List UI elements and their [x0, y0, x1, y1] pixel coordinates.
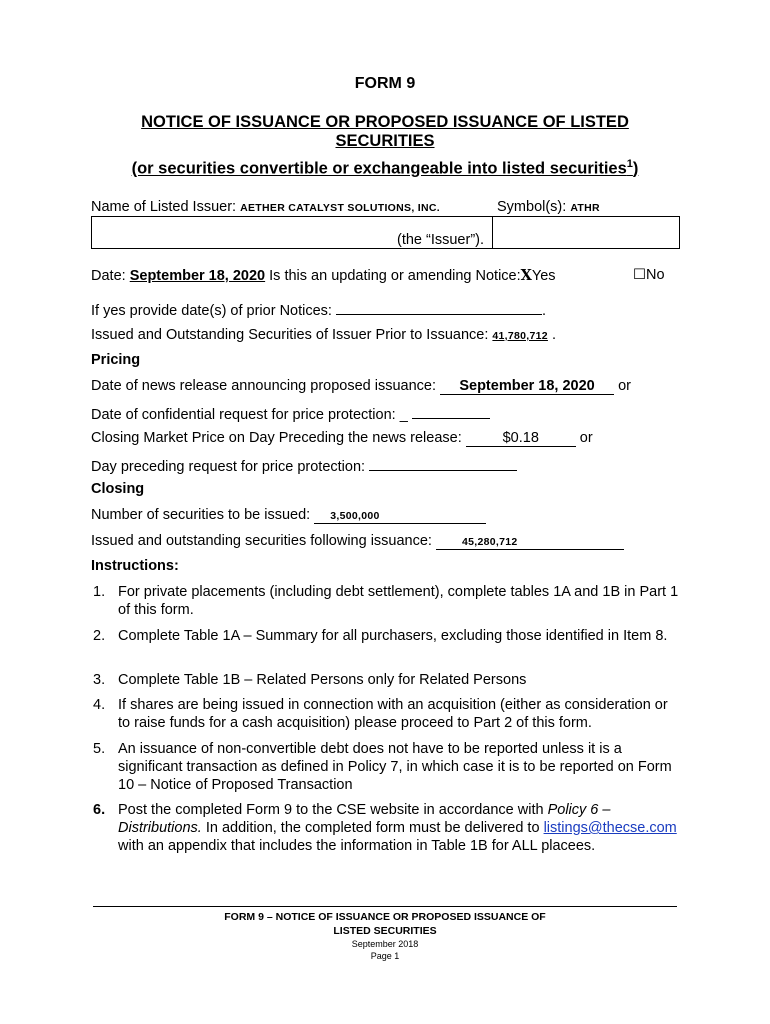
- confidential-row: [91, 404, 490, 423]
- news-release-label: Date of news release announcing proposed issuance:: [91, 378, 437, 394]
- day-preceding-row: [91, 456, 517, 475]
- instruction-item-2: [93, 627, 683, 645]
- issued-prior-label: Issued and Outstanding Securities of Issuer Prior to Issuance:: [91, 327, 489, 343]
- listings-email-link[interactable]: listings@thecse.com: [543, 820, 677, 836]
- confidential-field[interactable]: [412, 404, 490, 419]
- instruction-text: [118, 801, 683, 855]
- symbol-field[interactable]: [492, 216, 680, 249]
- instruction-item-3: [93, 671, 683, 689]
- footer-title-line-2: LISTED SECURITIES: [333, 925, 437, 937]
- confidential-value: _: [399, 407, 408, 423]
- page-number: Page 1: [370, 951, 400, 961]
- issued-prior-value[interactable]: 41,780,712: [492, 330, 548, 342]
- page-footer: [0, 910, 770, 962]
- number-to-issue-field[interactable]: [314, 507, 486, 524]
- no-label: No: [646, 267, 665, 283]
- issuer-name-field[interactable]: [91, 216, 493, 249]
- closing-heading: Closing: [91, 481, 145, 497]
- issued-prior-end: .: [551, 327, 557, 343]
- date-label: Date:: [91, 268, 126, 284]
- page-subtitle: [0, 158, 770, 179]
- instruction-text: Complete Table 1A – Summary for all purchasers, excluding those identified in Item 8.: [118, 628, 668, 644]
- closing-price-value: $0.18: [502, 430, 539, 446]
- number-to-issue-row: [91, 507, 486, 524]
- instruction-6-text-a: Post the completed Form 9 to the CSE website in accordance with: [118, 802, 548, 818]
- instruction-num: 5.: [93, 741, 106, 757]
- prior-notices-row: [91, 300, 546, 319]
- closing-price-label: Closing Market Price on Day Preceding the news release:: [91, 430, 462, 446]
- instructions-heading: Instructions:: [91, 558, 179, 574]
- news-release-or: or: [618, 378, 631, 394]
- symbol-label: Symbol(s):: [497, 199, 567, 215]
- footer-divider: [93, 906, 677, 907]
- prior-notices-field[interactable]: [336, 300, 542, 315]
- subtitle-text: (or securities convertible or exchangeable into listed securities: [131, 159, 627, 178]
- policy-reference: Policy 6 – Distributions.: [118, 802, 611, 836]
- instruction-text: For private placements (including debt settlement), complete tables 1A and 1B in Part 1 of this form.: [118, 584, 679, 618]
- amend-question: Is this an updating or amending Notice:: [269, 268, 521, 284]
- issuer-name-row: [91, 199, 440, 215]
- number-to-issue-value: 3,500,000: [330, 510, 380, 522]
- outstanding-after-value: 45,280,712: [462, 536, 518, 548]
- news-release-field[interactable]: [440, 378, 614, 395]
- footer-title-line-1: FORM 9 – NOTICE OF ISSUANCE OR PROPOSED ISSUANCE OF: [224, 911, 546, 923]
- issuer-name-label: Name of Listed Issuer:: [91, 199, 237, 215]
- number-to-issue-label: Number of securities to be issued:: [91, 507, 311, 523]
- yes-checkbox[interactable]: X: [520, 267, 532, 284]
- confidential-label: Date of confidential request for price protection:: [91, 407, 396, 423]
- outstanding-after-field[interactable]: [436, 533, 624, 550]
- instruction-num: 6.: [93, 802, 106, 818]
- footer-date: September 2018: [351, 939, 419, 949]
- closing-price-field[interactable]: [466, 430, 576, 447]
- day-preceding-label: Day preceding request for price protection:: [91, 459, 366, 475]
- prior-notices-end: .: [542, 303, 547, 319]
- instruction-num: 2.: [93, 628, 106, 644]
- news-release-row: [91, 378, 631, 395]
- title-line-2: SECURITIES: [335, 132, 435, 150]
- instruction-text: Complete Table 1B – Related Persons only for Related Persons: [118, 672, 527, 688]
- form-number: FORM 9: [354, 75, 416, 92]
- symbol-row: [497, 199, 600, 215]
- instruction-item-5: [93, 740, 683, 794]
- issuer-name-value[interactable]: AETHER CATALYST SOLUTIONS, INC.: [240, 202, 440, 214]
- no-checkbox[interactable]: ☐: [633, 267, 646, 283]
- instruction-6-text-b: In addition, the completed form must be delivered to: [201, 820, 544, 836]
- date-value[interactable]: September 18, 2020: [129, 268, 266, 284]
- day-preceding-field[interactable]: [369, 456, 517, 471]
- instruction-text: If shares are being issued in connection with an acquisition (either as consideration or to raise funds for a cash acquisition) please proceed to Part 2 of this form.: [118, 697, 668, 731]
- closing-price-or: or: [579, 430, 593, 446]
- title-line-1: NOTICE OF ISSUANCE OR PROPOSED ISSUANCE OF LISTED: [141, 113, 629, 131]
- instruction-item-6: [93, 801, 683, 855]
- yes-label: Yes: [531, 268, 556, 284]
- date-row: [91, 267, 556, 284]
- closing-price-row: [91, 430, 593, 447]
- instruction-num: 1.: [93, 584, 106, 600]
- subtitle-end: ): [632, 159, 639, 178]
- outstanding-after-row: [91, 533, 624, 550]
- instruction-num: 3.: [93, 672, 106, 688]
- pricing-heading: Pricing: [91, 352, 141, 368]
- issuer-note: (the “Issuer”).: [396, 232, 484, 248]
- instruction-num: 4.: [93, 697, 106, 713]
- instruction-text: An issuance of non-convertible debt does not have to be reported unless it is a significant transaction as defined in Policy 7, in which case it is to be reported on Form 10 – Notice of Proposed Transaction: [118, 741, 672, 793]
- issued-prior-row: [91, 327, 556, 343]
- page-title: [0, 113, 770, 151]
- instruction-item-4: [93, 696, 683, 732]
- instruction-6-text-c: with an appendix that includes the information in Table 1B for ALL placees.: [118, 838, 596, 854]
- prior-notices-label: If yes provide date(s) of prior Notices:: [91, 303, 332, 319]
- footnote-ref: 1: [626, 158, 633, 170]
- instruction-item-1: [93, 583, 683, 619]
- outstanding-after-label: Issued and outstanding securities following issuance:: [91, 533, 432, 549]
- symbol-value[interactable]: ATHR: [570, 202, 600, 214]
- news-release-value: September 18, 2020: [459, 378, 595, 394]
- no-option: [633, 267, 665, 283]
